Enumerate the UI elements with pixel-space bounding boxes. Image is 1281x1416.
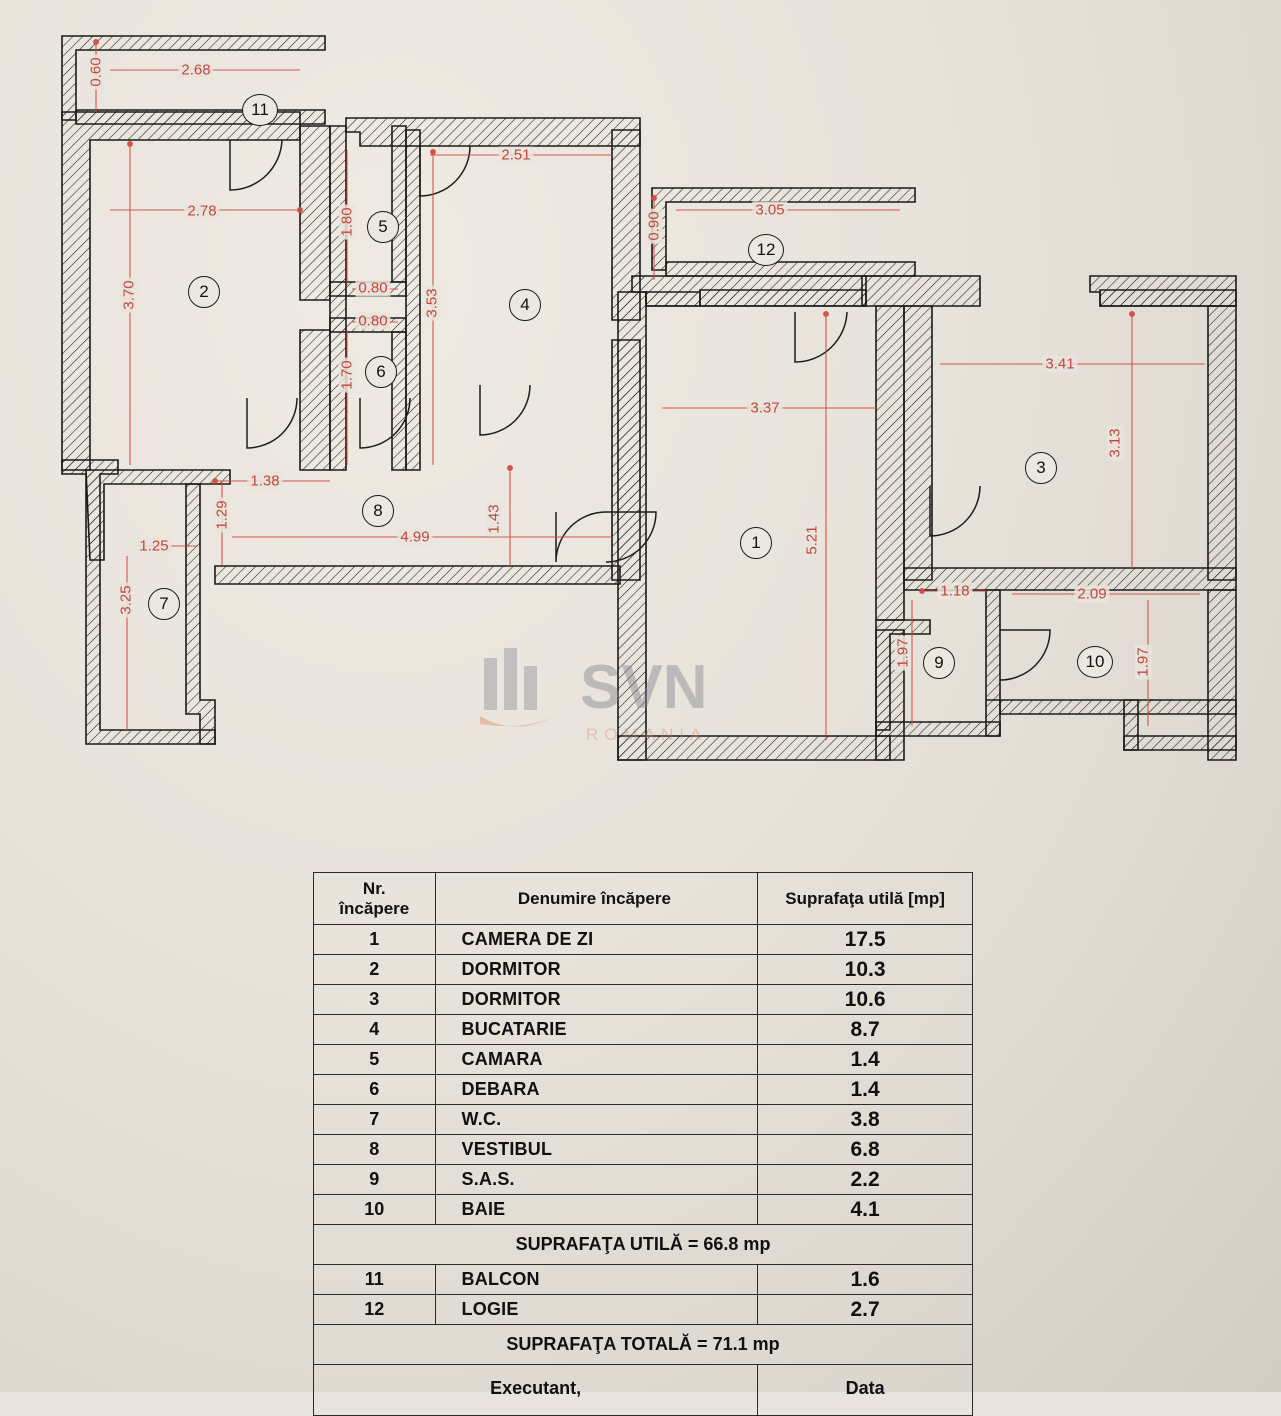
cell-nr: 1 [314,925,436,955]
cell-area: 3.8 [758,1105,973,1135]
cell-area: 6.8 [758,1135,973,1165]
cell-area: 17.5 [758,925,973,955]
room-marker-11: 11 [242,94,278,126]
table-row [314,1015,973,1045]
total-row [314,1325,973,1365]
cell-name: BALCON [435,1265,758,1295]
footer-executant: Executant, [314,1365,758,1416]
dimension-label: 3.37 [747,400,782,417]
cell-name: BUCATARIE [435,1015,758,1045]
watermark-brand: SVN [580,653,708,722]
dimension-label: 5.21 [804,522,821,557]
cell-area: 8.7 [758,1015,973,1045]
cell-nr: 6 [314,1075,436,1105]
dimension-label: 1.29 [214,497,231,532]
watermark-sub: ROMANIA [586,725,708,744]
col-header-nr-line1: Nr. [362,879,386,898]
dimension-label: 1.43 [486,501,503,536]
dimension-label: 3.05 [752,202,787,219]
dimension-label: 4.99 [397,529,432,546]
dimension-label: 2.78 [184,203,219,220]
table-row [314,1135,973,1165]
room-marker-8: 8 [362,495,394,527]
table-row [314,1195,973,1225]
room-marker-1: 1 [740,527,772,559]
cell-area: 1.4 [758,1075,973,1105]
col-header-nr-line2: încăpere [339,898,410,918]
dimension-label: 0.90 [646,208,663,243]
dimension-label: 1.38 [247,473,282,490]
subtotal-row [314,1225,973,1265]
col-header-name: Denumire încăpere [435,873,758,925]
dimension-label: 3.41 [1042,356,1077,373]
dimension-label: 3.25 [118,582,135,617]
dimension-label: 1.18 [937,583,972,600]
table-row [314,1165,973,1195]
table-row [314,1045,973,1075]
table-header-row [314,873,973,925]
cell-area: 2.7 [758,1295,973,1325]
cell-nr: 12 [314,1295,436,1325]
cell-name: DORMITOR [435,955,758,985]
cell-area: 2.2 [758,1165,973,1195]
room-marker-6: 6 [365,356,397,388]
dimension-label: 0.60 [88,54,105,89]
cell-area: 4.1 [758,1195,973,1225]
room-marker-10: 10 [1077,646,1113,678]
cell-name: W.C. [435,1105,758,1135]
cell-nr: 7 [314,1105,436,1135]
cell-nr: 5 [314,1045,436,1075]
room-marker-4: 4 [509,289,541,321]
dimension-label: 3.13 [1107,425,1124,460]
cell-name: DEBARA [435,1075,758,1105]
footer-row [314,1365,973,1416]
cell-name: BAIE [435,1195,758,1225]
cell-nr: 2 [314,955,436,985]
room-marker-5: 5 [367,211,399,243]
cell-name: S.A.S. [435,1165,758,1195]
total-label: SUPRAFAŢA TOTALĂ = 71.1 mp [314,1325,973,1365]
cell-name: CAMERA DE ZI [435,925,758,955]
cell-nr: 4 [314,1015,436,1045]
table-row [314,1075,973,1105]
table-row [314,1105,973,1135]
dimension-label: 3.70 [121,277,138,312]
room-schedule-table [313,872,973,1416]
cell-area: 1.4 [758,1045,973,1075]
table-row [314,1295,973,1325]
dimension-label: 2.51 [498,147,533,164]
dimension-label: 1.97 [895,635,912,670]
table-row [314,925,973,955]
cell-name: CAMARA [435,1045,758,1075]
cell-nr: 3 [314,985,436,1015]
cell-nr: 8 [314,1135,436,1165]
cell-nr: 11 [314,1265,436,1295]
footer-data: Data [758,1365,973,1416]
col-header-nr [314,873,436,925]
room-marker-7: 7 [148,588,180,620]
room-marker-2: 2 [188,276,220,308]
dimension-label: 2.68 [178,62,213,79]
table-row [314,1265,973,1295]
dimension-label: 1.80 [339,204,356,239]
cell-area: 10.6 [758,985,973,1015]
dimension-label: 1.25 [136,538,171,555]
cell-nr: 10 [314,1195,436,1225]
dimension-label: 1.70 [339,357,356,392]
room-marker-3: 3 [1025,452,1057,484]
dimension-label: 0.80 [355,280,390,297]
cell-area: 10.3 [758,955,973,985]
dimension-label: 3.53 [424,285,441,320]
cell-area: 1.6 [758,1265,973,1295]
cell-name: LOGIE [435,1295,758,1325]
cell-name: DORMITOR [435,985,758,1015]
table-row [314,985,973,1015]
dimension-label: 1.97 [1135,644,1152,679]
dimension-label: 2.09 [1074,586,1109,603]
room-marker-12: 12 [748,234,784,266]
cell-nr: 9 [314,1165,436,1195]
dimension-label: 0.80 [355,313,390,330]
subtotal-label: SUPRAFAŢA UTILĂ = 66.8 mp [314,1225,973,1265]
col-header-area: Suprafaţa utilă [mp] [758,873,973,925]
cell-name: VESTIBUL [435,1135,758,1165]
room-marker-9: 9 [923,647,955,679]
table-row [314,955,973,985]
